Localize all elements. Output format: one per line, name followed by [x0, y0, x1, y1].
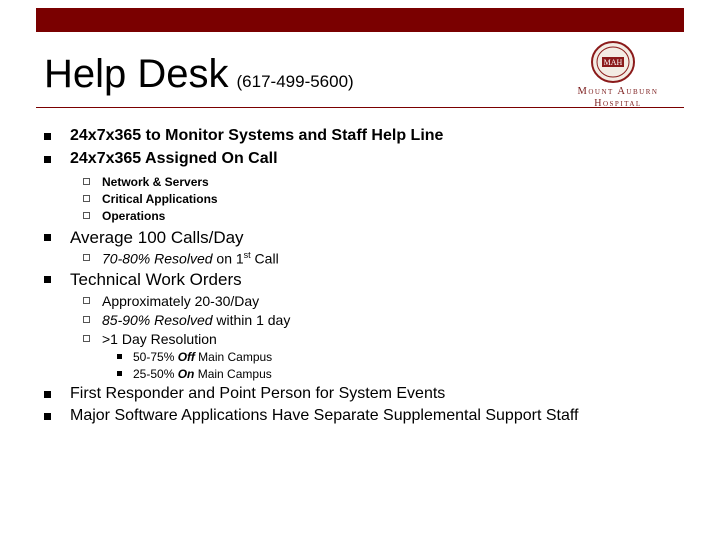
bullet-square — [44, 276, 51, 283]
bullet-square — [44, 156, 51, 163]
subitem-on-main-campus: 25-50% On Main Campus — [133, 367, 272, 381]
bullet-monitor-systems: 24x7x365 to Monitor Systems and Staff Help Line — [70, 127, 444, 144]
bullet-hollow-square — [83, 195, 90, 202]
logo-line-1: Mount Auburn — [577, 86, 659, 97]
subitem-resolved-first-call: 70-80% Resolved on 1st Call — [102, 250, 279, 267]
subitem-operations: Operations — [102, 209, 166, 223]
subitem-off-main-campus: 50-75% Off Main Campus — [133, 350, 273, 364]
bullet-hollow-square — [83, 178, 90, 185]
seal-text: MAH — [603, 58, 623, 67]
top-accent-bar — [36, 8, 684, 32]
bullet-square — [44, 234, 51, 241]
bullet-work-orders: Technical Work Orders — [70, 270, 242, 289]
bullet-hollow-square — [83, 212, 90, 219]
bullet-hollow-square — [83, 335, 90, 342]
bullet-on-call: 24x7x365 Assigned On Call — [70, 150, 278, 167]
hospital-seal-icon — [590, 40, 636, 84]
subitem-approximately-per-day: Approximately 20-30/Day — [102, 293, 260, 309]
bullet-hollow-square — [83, 297, 90, 304]
hospital-logo — [562, 40, 674, 110]
bullet-hollow-square — [83, 316, 90, 323]
bullet-square — [44, 413, 51, 420]
logo-line-2: Hospital — [594, 98, 642, 109]
title-main: Help Desk — [44, 52, 229, 96]
subitem-day-resolution: >1 Day Resolution — [102, 331, 217, 347]
bullet-small-square — [117, 371, 122, 376]
subitem-network-servers: Network & Servers — [102, 175, 209, 189]
bullet-first-responder: First Responder and Point Person for System Events — [70, 385, 446, 402]
bullet-hollow-square — [83, 254, 90, 261]
slide-title — [44, 52, 354, 97]
subitem-critical-applications: Critical Applications — [102, 192, 218, 206]
bullet-square — [44, 391, 51, 398]
subitem-resolved-within-day: 85-90% Resolved within 1 day — [102, 312, 291, 328]
bullet-small-square — [117, 354, 122, 359]
title-phone: (617-499-5600) — [236, 72, 354, 91]
bullet-software-applications: Major Software Applications Have Separate Supplemental Support Staff — [70, 407, 579, 424]
bullet-square — [44, 133, 51, 140]
bullet-average-calls: Average 100 Calls/Day — [70, 228, 244, 247]
